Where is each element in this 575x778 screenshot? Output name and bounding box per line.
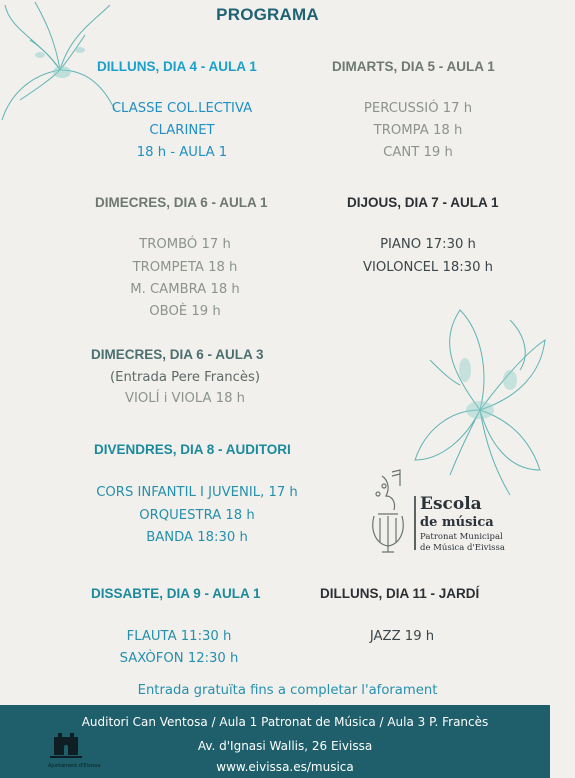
session-item: CLARINET	[149, 123, 215, 138]
session-item: BANDA 18:30 h	[146, 530, 248, 545]
school-name-line1: Escola	[420, 494, 482, 514]
session-item: CANT 19 h	[383, 145, 453, 160]
school-subtitle-line2: de Música d'Eivissa	[420, 543, 505, 553]
session-item: PIANO 17:30 h	[380, 237, 476, 252]
session-item: PERCUSSIÓ 17 h	[363, 101, 473, 116]
session-heading-dissabte-9: DISSABTE, DIA 9 - AULA 1	[91, 586, 261, 601]
town-hall-label: Ajuntament d'Eivissa	[48, 763, 101, 769]
session-item: (Entrada Pere Francès)	[109, 370, 261, 385]
school-logo	[366, 466, 506, 556]
page-title: PROGRAMA	[216, 5, 319, 24]
session-item: TROMBÓ 17 h	[139, 237, 231, 252]
session-heading-dimecres-6-aula-1: DIMECRES, DIA 6 - AULA 1	[95, 195, 268, 210]
session-item: OBOÈ 19 h	[149, 304, 221, 319]
footer	[0, 705, 550, 778]
session-item: VIOLONCEL 18:30 h	[362, 260, 494, 275]
free-entry-note: Entrada gratuïta fins a completar l'aforament	[137, 683, 438, 698]
session-heading-divendres-8: DIVENDRES, DIA 8 - AUDITORI	[94, 442, 291, 457]
footer-address: Av. d'Ignasi Wallis, 26 Eivissa	[197, 739, 373, 753]
session-item: FLAUTA 11:30 h	[126, 629, 232, 644]
session-item: TROMPA 18 h	[373, 123, 463, 138]
session-heading-dilluns-4: DILLUNS, DIA 4 - AULA 1	[97, 59, 257, 74]
session-item: M. CAMBRA 18 h	[130, 282, 240, 297]
session-heading-dimarts-5: DIMARTS, DIA 5 - AULA 1	[332, 59, 495, 74]
session-item: SAXÒFON 12:30 h	[119, 651, 239, 666]
footer-website-link[interactable]: www.eivissa.es/musica	[216, 760, 354, 774]
logo-divider	[414, 496, 416, 550]
session-heading-dilluns-11: DILLUNS, DIA 11 - JARDÍ	[320, 586, 480, 601]
session-item: ORQUESTRA 18 h	[139, 508, 255, 523]
session-item: JAZZ 19 h	[369, 629, 435, 644]
school-subtitle-line1: Patronat Municipal	[420, 532, 503, 542]
session-item: CORS INFANTIL I JUVENIL, 17 h	[96, 485, 298, 500]
school-name-line2: de música	[420, 515, 494, 530]
session-heading-dimecres-6-aula-3: DIMECRES, DIA 6 - AULA 3	[91, 347, 264, 362]
session-item: TROMPETA 18 h	[132, 260, 238, 275]
session-item: 18 h - AULA 1	[136, 145, 228, 160]
lyre-icon	[366, 466, 410, 554]
session-item: CLASSE COL.LECTIVA	[111, 101, 253, 116]
session-item: VIOLÍ i VIOLA 18 h	[124, 391, 246, 406]
session-heading-dijous-7: DIJOUS, DIA 7 - AULA 1	[347, 195, 499, 210]
footer-venues: Auditori Can Ventosa / Aula 1 Patronat de Música / Aula 3 P. Francès	[81, 715, 489, 729]
